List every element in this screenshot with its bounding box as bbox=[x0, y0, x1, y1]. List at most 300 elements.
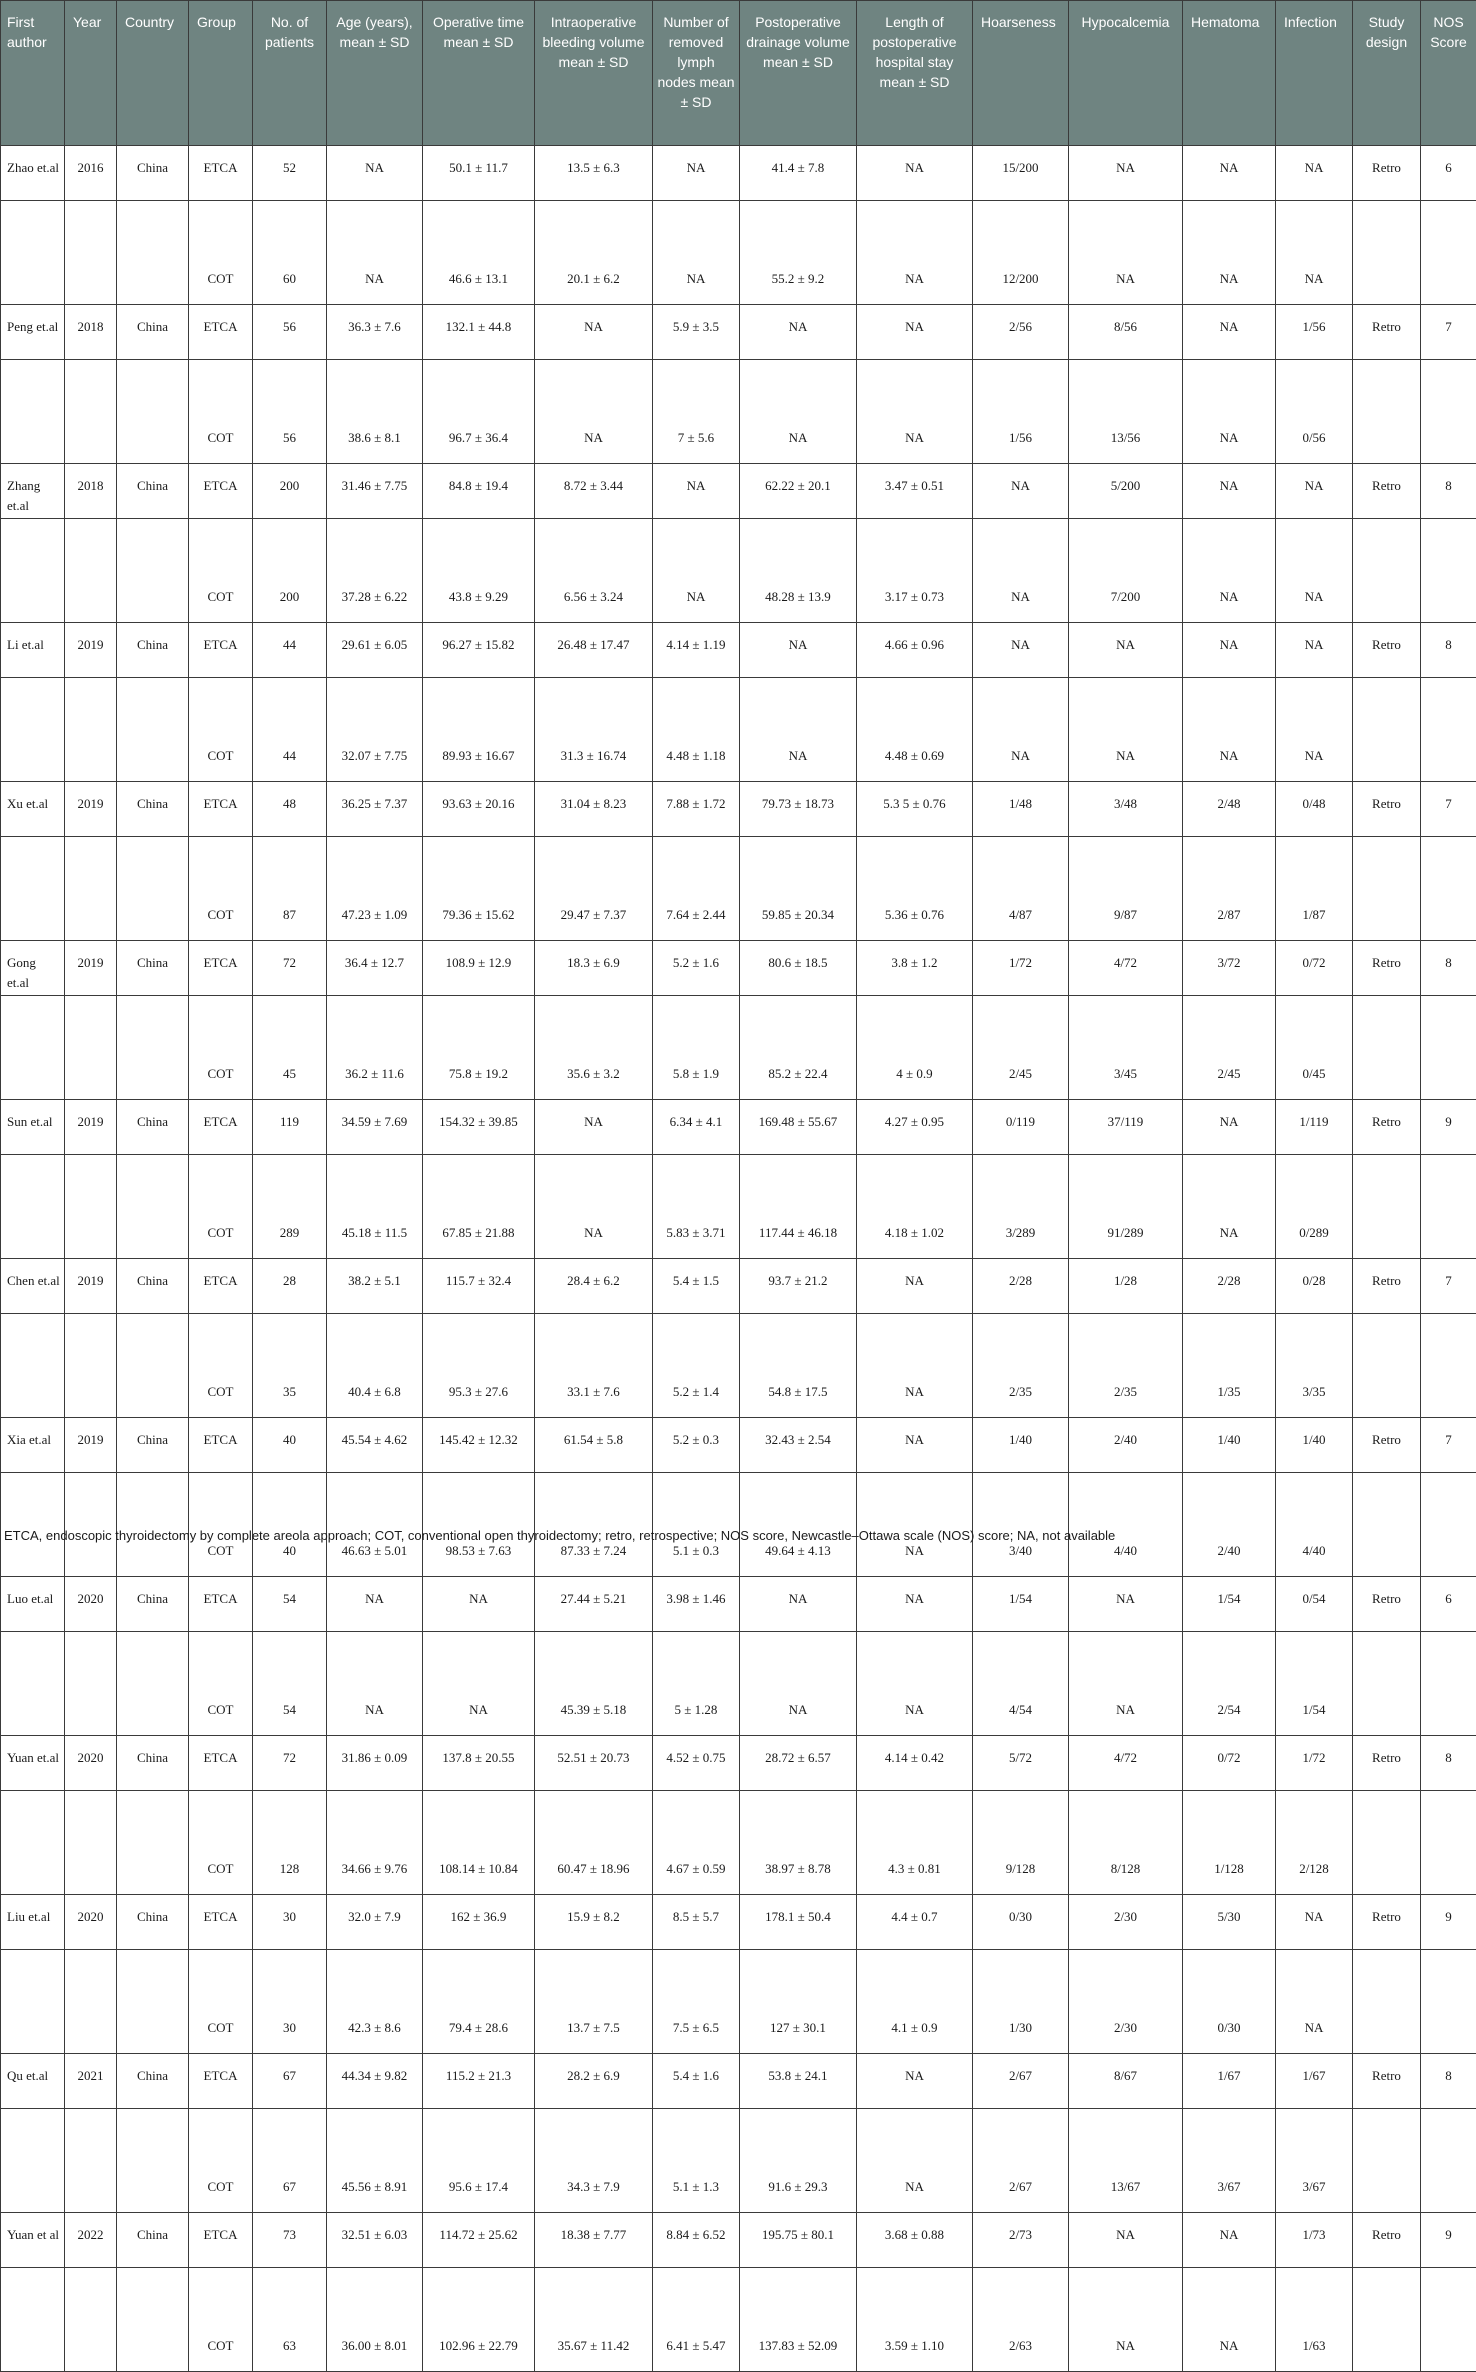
infection-cell: 1/56 bbox=[1276, 305, 1353, 360]
nos-score-cell: 7 bbox=[1421, 1259, 1476, 1314]
n-cell: 30 bbox=[253, 1895, 327, 1950]
lymph-cell: 5.83 ± 3.71 bbox=[653, 1155, 740, 1259]
op-time-cell: 145.42 ± 12.32 bbox=[423, 1418, 535, 1473]
table-row-cot bbox=[1, 201, 1476, 305]
hypocalcemia-cell: NA bbox=[1069, 2213, 1183, 2268]
country-cell: China bbox=[117, 941, 189, 996]
year-cell bbox=[65, 360, 117, 464]
stay-cell: 5.36 ± 0.76 bbox=[857, 837, 973, 941]
table-row-etca bbox=[1, 1259, 1476, 1314]
table-row-cot bbox=[1, 2109, 1476, 2213]
stay-cell: 4.1 ± 0.9 bbox=[857, 1950, 973, 2054]
country-cell: China bbox=[117, 305, 189, 360]
year-cell bbox=[65, 1473, 117, 1577]
author-cell bbox=[1, 2268, 65, 2372]
group-cell: COT bbox=[189, 360, 253, 464]
column-header: Hypocalcemia bbox=[1069, 1, 1183, 146]
n-cell: 87 bbox=[253, 837, 327, 941]
stay-cell: 4.27 ± 0.95 bbox=[857, 1100, 973, 1155]
nos-score-cell bbox=[1421, 519, 1476, 623]
bleeding-cell: 31.04 ± 8.23 bbox=[535, 782, 653, 837]
nos-score-cell bbox=[1421, 996, 1476, 1100]
n-cell: 60 bbox=[253, 201, 327, 305]
author-cell bbox=[1, 837, 65, 941]
author-cell: Yuan et al bbox=[1, 2213, 65, 2268]
nos-score-cell bbox=[1421, 1314, 1476, 1418]
age-cell: 31.86 ± 0.09 bbox=[327, 1736, 423, 1791]
column-header: Hematoma bbox=[1183, 1, 1276, 146]
infection-cell: 1/119 bbox=[1276, 1100, 1353, 1155]
study-design-cell: Retro bbox=[1353, 1577, 1421, 1632]
op-time-cell: 96.7 ± 36.4 bbox=[423, 360, 535, 464]
age-cell: 40.4 ± 6.8 bbox=[327, 1314, 423, 1418]
stay-cell: NA bbox=[857, 2054, 973, 2109]
hematoma-cell: NA bbox=[1183, 519, 1276, 623]
country-cell bbox=[117, 1632, 189, 1736]
country-cell: China bbox=[117, 782, 189, 837]
study-design-cell bbox=[1353, 201, 1421, 305]
age-cell: 44.34 ± 9.82 bbox=[327, 2054, 423, 2109]
infection-cell: NA bbox=[1276, 623, 1353, 678]
column-header: Age (years), mean ± SD bbox=[327, 1, 423, 146]
author-cell bbox=[1, 201, 65, 305]
group-cell: COT bbox=[189, 996, 253, 1100]
hematoma-cell: 1/35 bbox=[1183, 1314, 1276, 1418]
drainage-cell: 93.7 ± 21.2 bbox=[740, 1259, 857, 1314]
lymph-cell: 5.4 ± 1.6 bbox=[653, 2054, 740, 2109]
stay-cell: 3.47 ± 0.51 bbox=[857, 464, 973, 519]
nos-score-cell: 6 bbox=[1421, 146, 1476, 201]
hoarseness-cell: NA bbox=[973, 678, 1069, 782]
n-cell: 73 bbox=[253, 2213, 327, 2268]
hematoma-cell: 2/87 bbox=[1183, 837, 1276, 941]
year-cell: 2019 bbox=[65, 941, 117, 996]
infection-cell: NA bbox=[1276, 201, 1353, 305]
bleeding-cell: 87.33 ± 7.24 bbox=[535, 1473, 653, 1577]
stay-cell: 3.68 ± 0.88 bbox=[857, 2213, 973, 2268]
stay-cell: NA bbox=[857, 146, 973, 201]
hypocalcemia-cell: 8/67 bbox=[1069, 2054, 1183, 2109]
infection-cell: NA bbox=[1276, 1950, 1353, 2054]
lymph-cell: 4.52 ± 0.75 bbox=[653, 1736, 740, 1791]
lymph-cell: NA bbox=[653, 146, 740, 201]
nos-score-cell bbox=[1421, 2109, 1476, 2213]
group-cell: COT bbox=[189, 1791, 253, 1895]
author-cell: Chen et.al bbox=[1, 1259, 65, 1314]
bleeding-cell: 20.1 ± 6.2 bbox=[535, 201, 653, 305]
n-cell: 67 bbox=[253, 2109, 327, 2213]
group-cell: ETCA bbox=[189, 1736, 253, 1791]
country-cell: China bbox=[117, 1259, 189, 1314]
n-cell: 40 bbox=[253, 1473, 327, 1577]
column-header: Year bbox=[65, 1, 117, 146]
hoarseness-cell: 0/119 bbox=[973, 1100, 1069, 1155]
n-cell: 56 bbox=[253, 305, 327, 360]
hematoma-cell: 1/67 bbox=[1183, 2054, 1276, 2109]
group-cell: COT bbox=[189, 678, 253, 782]
n-cell: 54 bbox=[253, 1632, 327, 1736]
drainage-cell: 169.48 ± 55.67 bbox=[740, 1100, 857, 1155]
op-time-cell: 132.1 ± 44.8 bbox=[423, 305, 535, 360]
table-row-etca bbox=[1, 1895, 1476, 1950]
hematoma-cell: NA bbox=[1183, 146, 1276, 201]
op-time-cell: 108.9 ± 12.9 bbox=[423, 941, 535, 996]
n-cell: 72 bbox=[253, 1736, 327, 1791]
n-cell: 200 bbox=[253, 519, 327, 623]
stay-cell: 4.3 ± 0.81 bbox=[857, 1791, 973, 1895]
hoarseness-cell: 0/30 bbox=[973, 1895, 1069, 1950]
hypocalcemia-cell: 8/128 bbox=[1069, 1791, 1183, 1895]
table-footnote: ETCA, endoscopic thyroidectomy by complete areola approach; COT, conventional open thyroidectomy; retro, retrospective; NOS score, Newcastle–Ottawa scale (NOS) score; NA, not available bbox=[4, 1527, 1474, 1545]
table-row-etca bbox=[1, 1736, 1476, 1791]
lymph-cell: 5.9 ± 3.5 bbox=[653, 305, 740, 360]
infection-cell: 3/67 bbox=[1276, 2109, 1353, 2213]
group-cell: ETCA bbox=[189, 1895, 253, 1950]
table-row-cot bbox=[1, 360, 1476, 464]
age-cell: 38.6 ± 8.1 bbox=[327, 360, 423, 464]
age-cell: 36.25 ± 7.37 bbox=[327, 782, 423, 837]
hoarseness-cell: 5/72 bbox=[973, 1736, 1069, 1791]
hematoma-cell: 1/40 bbox=[1183, 1418, 1276, 1473]
author-cell bbox=[1, 1314, 65, 1418]
study-design-cell bbox=[1353, 2109, 1421, 2213]
author-cell: Liu et.al bbox=[1, 1895, 65, 1950]
hematoma-cell: NA bbox=[1183, 360, 1276, 464]
table-row-etca bbox=[1, 1418, 1476, 1473]
year-cell bbox=[65, 1314, 117, 1418]
drainage-cell: 62.22 ± 20.1 bbox=[740, 464, 857, 519]
age-cell: 37.28 ± 6.22 bbox=[327, 519, 423, 623]
infection-cell: 1/87 bbox=[1276, 837, 1353, 941]
table-row-etca bbox=[1, 1577, 1476, 1632]
group-cell: ETCA bbox=[189, 941, 253, 996]
study-design-cell: Retro bbox=[1353, 1259, 1421, 1314]
nos-score-cell: 9 bbox=[1421, 1895, 1476, 1950]
n-cell: 56 bbox=[253, 360, 327, 464]
drainage-cell: NA bbox=[740, 678, 857, 782]
nos-score-cell: 8 bbox=[1421, 941, 1476, 996]
stay-cell: NA bbox=[857, 305, 973, 360]
bleeding-cell: 18.38 ± 7.77 bbox=[535, 2213, 653, 2268]
hematoma-cell: 0/30 bbox=[1183, 1950, 1276, 2054]
drainage-cell: 59.85 ± 20.34 bbox=[740, 837, 857, 941]
study-design-cell bbox=[1353, 996, 1421, 1100]
author-cell: Xu et.al bbox=[1, 782, 65, 837]
bleeding-cell: 60.47 ± 18.96 bbox=[535, 1791, 653, 1895]
hypocalcemia-cell: NA bbox=[1069, 1577, 1183, 1632]
n-cell: 52 bbox=[253, 146, 327, 201]
group-cell: ETCA bbox=[189, 305, 253, 360]
bleeding-cell: 35.6 ± 3.2 bbox=[535, 996, 653, 1100]
hoarseness-cell: 2/73 bbox=[973, 2213, 1069, 2268]
study-design-cell: Retro bbox=[1353, 1736, 1421, 1791]
lymph-cell: 7.64 ± 2.44 bbox=[653, 837, 740, 941]
drainage-cell: NA bbox=[740, 623, 857, 678]
n-cell: 54 bbox=[253, 1577, 327, 1632]
infection-cell: 0/56 bbox=[1276, 360, 1353, 464]
hypocalcemia-cell: 7/200 bbox=[1069, 519, 1183, 623]
op-time-cell: 95.3 ± 27.6 bbox=[423, 1314, 535, 1418]
table-row-etca bbox=[1, 305, 1476, 360]
hoarseness-cell: 2/67 bbox=[973, 2109, 1069, 2213]
hypocalcemia-cell: 13/67 bbox=[1069, 2109, 1183, 2213]
stay-cell: NA bbox=[857, 1577, 973, 1632]
hematoma-cell: NA bbox=[1183, 623, 1276, 678]
infection-cell: NA bbox=[1276, 519, 1353, 623]
author-cell bbox=[1, 996, 65, 1100]
study-design-cell: Retro bbox=[1353, 941, 1421, 996]
infection-cell: 0/54 bbox=[1276, 1577, 1353, 1632]
column-header: Operative time mean ± SD bbox=[423, 1, 535, 146]
bleeding-cell: NA bbox=[535, 1100, 653, 1155]
group-cell: ETCA bbox=[189, 1259, 253, 1314]
hypocalcemia-cell: NA bbox=[1069, 678, 1183, 782]
drainage-cell: 28.72 ± 6.57 bbox=[740, 1736, 857, 1791]
drainage-cell: 91.6 ± 29.3 bbox=[740, 2109, 857, 2213]
author-cell: Li et.al bbox=[1, 623, 65, 678]
op-time-cell: 89.93 ± 16.67 bbox=[423, 678, 535, 782]
stay-cell: NA bbox=[857, 1259, 973, 1314]
infection-cell: 0/48 bbox=[1276, 782, 1353, 837]
n-cell: 40 bbox=[253, 1418, 327, 1473]
hypocalcemia-cell: 4/40 bbox=[1069, 1473, 1183, 1577]
stay-cell: 4.14 ± 0.42 bbox=[857, 1736, 973, 1791]
lymph-cell: NA bbox=[653, 519, 740, 623]
hematoma-cell: NA bbox=[1183, 305, 1276, 360]
n-cell: 35 bbox=[253, 1314, 327, 1418]
infection-cell: 4/40 bbox=[1276, 1473, 1353, 1577]
hoarseness-cell: 2/28 bbox=[973, 1259, 1069, 1314]
lymph-cell: 5.2 ± 1.6 bbox=[653, 941, 740, 996]
age-cell: 32.0 ± 7.9 bbox=[327, 1895, 423, 1950]
drainage-cell: 127 ± 30.1 bbox=[740, 1950, 857, 2054]
nos-score-cell bbox=[1421, 360, 1476, 464]
lymph-cell: 3.98 ± 1.46 bbox=[653, 1577, 740, 1632]
bleeding-cell: 13.5 ± 6.3 bbox=[535, 146, 653, 201]
op-time-cell: 137.8 ± 20.55 bbox=[423, 1736, 535, 1791]
op-time-cell: 95.6 ± 17.4 bbox=[423, 2109, 535, 2213]
hypocalcemia-cell: 4/72 bbox=[1069, 1736, 1183, 1791]
author-cell: Yuan et.al bbox=[1, 1736, 65, 1791]
column-header: Hoarseness bbox=[973, 1, 1069, 146]
hoarseness-cell: 1/54 bbox=[973, 1577, 1069, 1632]
stay-cell: 3.59 ± 1.10 bbox=[857, 2268, 973, 2372]
column-header: No. of patients bbox=[253, 1, 327, 146]
group-cell: ETCA bbox=[189, 623, 253, 678]
author-cell bbox=[1, 678, 65, 782]
author-cell bbox=[1, 360, 65, 464]
table-row-cot bbox=[1, 1632, 1476, 1736]
op-time-cell: NA bbox=[423, 1577, 535, 1632]
table-row-cot bbox=[1, 1473, 1476, 1577]
study-design-cell bbox=[1353, 1632, 1421, 1736]
op-time-cell: 115.7 ± 32.4 bbox=[423, 1259, 535, 1314]
bleeding-cell: 61.54 ± 5.8 bbox=[535, 1418, 653, 1473]
hoarseness-cell: 9/128 bbox=[973, 1791, 1069, 1895]
year-cell: 2019 bbox=[65, 1418, 117, 1473]
year-cell: 2021 bbox=[65, 2054, 117, 2109]
study-design-cell bbox=[1353, 2268, 1421, 2372]
bleeding-cell: 29.47 ± 7.37 bbox=[535, 837, 653, 941]
bleeding-cell: 52.51 ± 20.73 bbox=[535, 1736, 653, 1791]
infection-cell: 3/35 bbox=[1276, 1314, 1353, 1418]
table-row-cot bbox=[1, 1314, 1476, 1418]
column-header: NOS Score bbox=[1421, 1, 1476, 146]
hypocalcemia-cell: 13/56 bbox=[1069, 360, 1183, 464]
infection-cell: 1/72 bbox=[1276, 1736, 1353, 1791]
drainage-cell: 80.6 ± 18.5 bbox=[740, 941, 857, 996]
drainage-cell: NA bbox=[740, 305, 857, 360]
table-row-cot bbox=[1, 678, 1476, 782]
lymph-cell: 5 ± 1.28 bbox=[653, 1632, 740, 1736]
year-cell bbox=[65, 996, 117, 1100]
infection-cell: 1/40 bbox=[1276, 1418, 1353, 1473]
op-time-cell: 96.27 ± 15.82 bbox=[423, 623, 535, 678]
column-header: First author bbox=[1, 1, 65, 146]
country-cell bbox=[117, 2268, 189, 2372]
age-cell: 34.59 ± 7.69 bbox=[327, 1100, 423, 1155]
lymph-cell: 6.41 ± 5.47 bbox=[653, 2268, 740, 2372]
drainage-cell: 41.4 ± 7.8 bbox=[740, 146, 857, 201]
hoarseness-cell: NA bbox=[973, 519, 1069, 623]
bleeding-cell: 28.2 ± 6.9 bbox=[535, 2054, 653, 2109]
stay-cell: NA bbox=[857, 1632, 973, 1736]
drainage-cell: 32.43 ± 2.54 bbox=[740, 1418, 857, 1473]
hoarseness-cell: 2/35 bbox=[973, 1314, 1069, 1418]
bleeding-cell: 27.44 ± 5.21 bbox=[535, 1577, 653, 1632]
drainage-cell: 117.44 ± 46.18 bbox=[740, 1155, 857, 1259]
author-cell: Zhang et.al bbox=[1, 464, 65, 519]
nos-score-cell bbox=[1421, 1155, 1476, 1259]
table-body bbox=[1, 146, 1476, 2372]
hypocalcemia-cell: 2/40 bbox=[1069, 1418, 1183, 1473]
lymph-cell: 5.2 ± 0.3 bbox=[653, 1418, 740, 1473]
study-design-cell: Retro bbox=[1353, 305, 1421, 360]
age-cell: 29.61 ± 6.05 bbox=[327, 623, 423, 678]
nos-score-cell bbox=[1421, 1791, 1476, 1895]
lymph-cell: 7 ± 5.6 bbox=[653, 360, 740, 464]
study-design-cell: Retro bbox=[1353, 623, 1421, 678]
table-row-etca bbox=[1, 2213, 1476, 2268]
age-cell: 42.3 ± 8.6 bbox=[327, 1950, 423, 2054]
country-cell: China bbox=[117, 1577, 189, 1632]
bleeding-cell: NA bbox=[535, 360, 653, 464]
table-row-etca bbox=[1, 464, 1476, 519]
lymph-cell: 7.88 ± 1.72 bbox=[653, 782, 740, 837]
drainage-cell: 195.75 ± 80.1 bbox=[740, 2213, 857, 2268]
hoarseness-cell: 2/67 bbox=[973, 2054, 1069, 2109]
country-cell bbox=[117, 1155, 189, 1259]
bleeding-cell: 15.9 ± 8.2 bbox=[535, 1895, 653, 1950]
drainage-cell: 55.2 ± 9.2 bbox=[740, 201, 857, 305]
country-cell bbox=[117, 2109, 189, 2213]
stay-cell: NA bbox=[857, 201, 973, 305]
n-cell: 44 bbox=[253, 678, 327, 782]
age-cell: 36.4 ± 12.7 bbox=[327, 941, 423, 996]
age-cell: 45.54 ± 4.62 bbox=[327, 1418, 423, 1473]
stay-cell: NA bbox=[857, 1314, 973, 1418]
hoarseness-cell: NA bbox=[973, 464, 1069, 519]
country-cell bbox=[117, 1314, 189, 1418]
author-cell: Luo et.al bbox=[1, 1577, 65, 1632]
table-row-cot bbox=[1, 837, 1476, 941]
op-time-cell: 84.8 ± 19.4 bbox=[423, 464, 535, 519]
op-time-cell: NA bbox=[423, 1632, 535, 1736]
hematoma-cell: NA bbox=[1183, 1100, 1276, 1155]
stay-cell: NA bbox=[857, 1418, 973, 1473]
stay-cell: 4.66 ± 0.96 bbox=[857, 623, 973, 678]
n-cell: 48 bbox=[253, 782, 327, 837]
group-cell: ETCA bbox=[189, 1418, 253, 1473]
table-row-etca bbox=[1, 941, 1476, 996]
age-cell: NA bbox=[327, 1632, 423, 1736]
group-cell: ETCA bbox=[189, 1100, 253, 1155]
year-cell: 2020 bbox=[65, 1736, 117, 1791]
year-cell: 2016 bbox=[65, 146, 117, 201]
hematoma-cell: 1/128 bbox=[1183, 1791, 1276, 1895]
nos-score-cell bbox=[1421, 1632, 1476, 1736]
n-cell: 44 bbox=[253, 623, 327, 678]
drainage-cell: NA bbox=[740, 1632, 857, 1736]
country-cell: China bbox=[117, 1100, 189, 1155]
hypocalcemia-cell: 3/45 bbox=[1069, 996, 1183, 1100]
hematoma-cell: NA bbox=[1183, 678, 1276, 782]
hypocalcemia-cell: NA bbox=[1069, 2268, 1183, 2372]
nos-score-cell: 8 bbox=[1421, 2054, 1476, 2109]
hypocalcemia-cell: NA bbox=[1069, 146, 1183, 201]
lymph-cell: 7.5 ± 6.5 bbox=[653, 1950, 740, 2054]
group-cell: COT bbox=[189, 837, 253, 941]
n-cell: 72 bbox=[253, 941, 327, 996]
bleeding-cell: 8.72 ± 3.44 bbox=[535, 464, 653, 519]
hypocalcemia-cell: NA bbox=[1069, 201, 1183, 305]
nos-score-cell: 9 bbox=[1421, 1100, 1476, 1155]
infection-cell: 1/67 bbox=[1276, 2054, 1353, 2109]
country-cell bbox=[117, 1791, 189, 1895]
hoarseness-cell: 4/54 bbox=[973, 1632, 1069, 1736]
n-cell: 119 bbox=[253, 1100, 327, 1155]
hypocalcemia-cell: 9/87 bbox=[1069, 837, 1183, 941]
table-row-cot bbox=[1, 1155, 1476, 1259]
country-cell bbox=[117, 996, 189, 1100]
infection-cell: NA bbox=[1276, 464, 1353, 519]
stay-cell: 4.18 ± 1.02 bbox=[857, 1155, 973, 1259]
author-cell bbox=[1, 1473, 65, 1577]
lymph-cell: 4.67 ± 0.59 bbox=[653, 1791, 740, 1895]
column-header: Study design bbox=[1353, 1, 1421, 146]
study-design-cell bbox=[1353, 1791, 1421, 1895]
drainage-cell: NA bbox=[740, 360, 857, 464]
hematoma-cell: NA bbox=[1183, 2213, 1276, 2268]
nos-score-cell: 8 bbox=[1421, 464, 1476, 519]
infection-cell: 0/72 bbox=[1276, 941, 1353, 996]
group-cell: COT bbox=[189, 1155, 253, 1259]
column-header: Infection bbox=[1276, 1, 1353, 146]
hypocalcemia-cell: 4/72 bbox=[1069, 941, 1183, 996]
age-cell: NA bbox=[327, 146, 423, 201]
op-time-cell: 79.4 ± 28.6 bbox=[423, 1950, 535, 2054]
n-cell: 200 bbox=[253, 464, 327, 519]
op-time-cell: 98.53 ± 7.63 bbox=[423, 1473, 535, 1577]
author-cell bbox=[1, 1950, 65, 2054]
drainage-cell: 79.73 ± 18.73 bbox=[740, 782, 857, 837]
year-cell bbox=[65, 1791, 117, 1895]
drainage-cell: 49.64 ± 4.13 bbox=[740, 1473, 857, 1577]
table-row-cot bbox=[1, 1950, 1476, 2054]
hematoma-cell: NA bbox=[1183, 1155, 1276, 1259]
year-cell: 2020 bbox=[65, 1895, 117, 1950]
op-time-cell: 115.2 ± 21.3 bbox=[423, 2054, 535, 2109]
